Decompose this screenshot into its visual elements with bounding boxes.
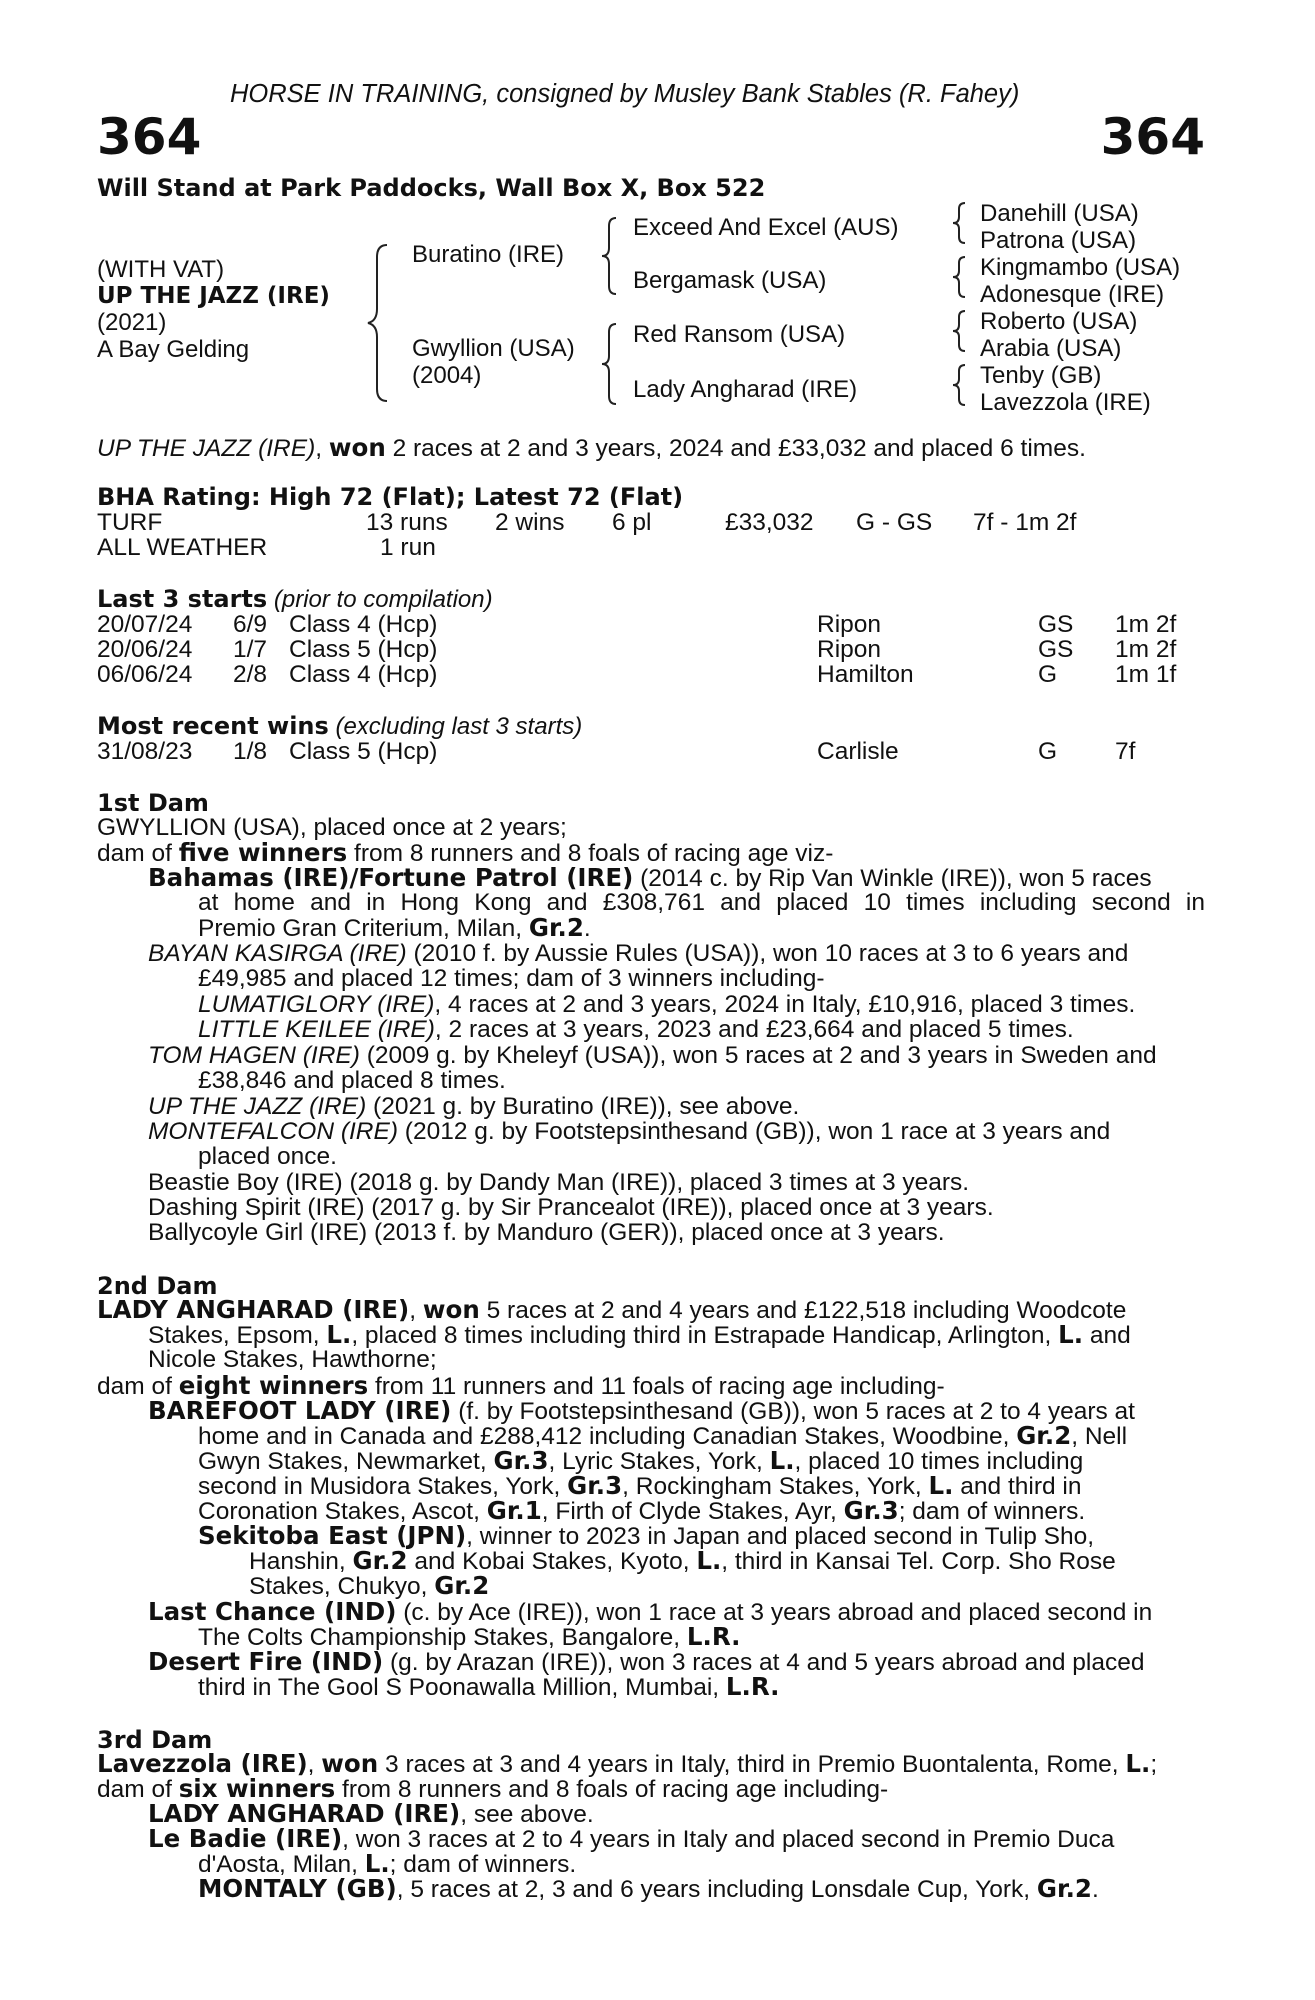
row-course: Ripon: [817, 611, 882, 638]
turf-going: G - GS: [856, 509, 933, 536]
turf-earnings: £33,032: [725, 509, 814, 536]
dam-dam: Lady Angharad (IRE): [633, 376, 858, 403]
lot-number-left: 364: [97, 108, 202, 166]
dam1-beastie-boy: Beastie Boy (IRE) (2018 g. by Dandy Man (IRE)), placed 3 times at 3 years.: [148, 1169, 970, 1196]
last3-title: Last 3 starts: [97, 585, 268, 613]
dam3-produce-line: dam of six winners from 8 runners and 8 foals of racing age including-: [97, 1774, 889, 1803]
row-going: GS: [1038, 611, 1074, 638]
row-pos: 6/9: [233, 611, 268, 638]
turf-runs: 13 runs: [366, 509, 448, 536]
horse-description: A Bay Gelding: [97, 336, 250, 363]
dam2-produce-line: dam of eight winners from 11 runners and 11 foals of racing age including-: [97, 1371, 945, 1400]
gen3-7: Tenby (GB): [980, 362, 1102, 389]
dam1-ballycoyle-girl: Ballycoyle Girl (IRE) (2013 f. by Manduro (GER)), placed once at 3 years.: [148, 1219, 945, 1246]
row-course: Ripon: [817, 636, 882, 663]
recent-note: (excluding last 3 starts): [328, 713, 583, 740]
sire: Buratino (IRE): [412, 241, 565, 268]
dam1-line-2: dam of five winners from 8 runners and 8 foals of racing age viz-: [97, 838, 834, 867]
row-distance: 1m 2f: [1115, 636, 1177, 663]
stand-line: Will Stand at Park Paddocks, Wall Box X, Box 522: [97, 174, 766, 202]
dam: Gwyllion (USA): [412, 335, 575, 362]
row-pos: 2/8: [233, 661, 268, 688]
aw-label: ALL WEATHER: [97, 534, 268, 561]
row-class: Class 5 (Hcp): [289, 636, 438, 663]
horse-name: UP THE JAZZ (IRE): [97, 283, 330, 309]
summary-won: won: [328, 433, 386, 462]
race-summary: UP THE JAZZ (IRE), won 2 races at 2 and 3 years, 2024 and £33,032 and placed 6 times.: [97, 433, 1086, 462]
recent-heading: [97, 712, 582, 741]
gen3-4: Adonesque (IRE): [980, 281, 1165, 308]
aw-runs: 1 run: [380, 534, 436, 561]
dam3-montaly: MONTALY (GB), 5 races at 2, 3 and 6 years including Lonsdale Cup, York, Gr.2.: [198, 1874, 1099, 1903]
row-pos: 1/7: [233, 636, 268, 663]
sire-dam: Bergamask (USA): [633, 267, 827, 294]
summary-text: 2 races at 2 and 3 years, 2024 and £33,032 and placed 6 times.: [385, 435, 1086, 462]
gen3-5: Roberto (USA): [980, 308, 1138, 335]
row-going: G: [1038, 738, 1058, 765]
dam3-title: 3rd Dam: [97, 1726, 213, 1754]
dam-sire: Red Ransom (USA): [633, 321, 846, 348]
dam1-dashing-spirit: Dashing Spirit (IRE) (2017 g. by Sir Prancealot (IRE)), placed once at 3 years.: [148, 1194, 994, 1221]
row-distance: 1m 1f: [1115, 661, 1177, 688]
row-going: G: [1038, 661, 1058, 688]
row-date: 31/08/23: [97, 738, 193, 765]
consignor-line: HORSE IN TRAINING, consigned by Musley Bank Stables (R. Fahey): [230, 80, 1020, 108]
gen3-6: Arabia (USA): [980, 335, 1122, 362]
recent-title: Most recent wins: [97, 712, 329, 740]
dam1-line-1: GWYLLION (USA), placed once at 2 years;: [97, 814, 567, 841]
dam3-lavezzola: Lavezzola (IRE), won 3 races at 3 and 4 years in Italy, third in Premio Buontalenta, Rome, L.;: [97, 1749, 1158, 1778]
dam3-lady-angharad: LADY ANGHARAD (IRE), see above.: [148, 1799, 594, 1828]
gen3-8: Lavezzola (IRE): [980, 389, 1151, 416]
turf-label: TURF: [97, 509, 163, 536]
row-going: GS: [1038, 636, 1074, 663]
summary-name: UP THE JAZZ (IRE): [97, 435, 316, 462]
gen3-1: Danehill (USA): [980, 200, 1139, 227]
row-class: Class 5 (Hcp): [289, 738, 438, 765]
dam-year: (2004): [412, 362, 482, 389]
row-date: 20/07/24: [97, 611, 193, 638]
bha-rating-title: BHA Rating: High 72 (Flat); Latest 72 (Flat): [97, 483, 684, 511]
row-class: Class 4 (Hcp): [289, 611, 438, 638]
gen3-3: Kingmambo (USA): [980, 254, 1181, 281]
dam2-title: 2nd Dam: [97, 1272, 218, 1300]
main-brace: [365, 243, 395, 403]
row-pos: 1/8: [233, 738, 268, 765]
foaling-year: (2021): [97, 309, 167, 336]
row-distance: 1m 2f: [1115, 611, 1177, 638]
row-date: 06/06/24: [97, 661, 193, 688]
sire-brace: [600, 216, 620, 296]
turf-distance: 7f - 1m 2f: [973, 509, 1077, 536]
row-class: Class 4 (Hcp): [289, 661, 438, 688]
vat-note: (WITH VAT): [97, 256, 225, 283]
row-course: Hamilton: [817, 661, 914, 688]
row-course: Carlisle: [817, 738, 899, 765]
sire-sire: Exceed And Excel (AUS): [633, 214, 899, 241]
row-distance: 7f: [1115, 738, 1136, 765]
lot-number-right: 364: [1100, 108, 1205, 166]
turf-placed: 6 pl: [612, 509, 652, 536]
grandparents-braces: [951, 201, 969, 421]
row-date: 20/06/24: [97, 636, 193, 663]
dam-brace: [600, 322, 620, 406]
last3-note: (prior to compilation): [267, 586, 493, 613]
last3-heading: [97, 585, 493, 614]
dam1-title: 1st Dam: [97, 789, 209, 817]
gen3-2: Patrona (USA): [980, 227, 1137, 254]
turf-wins: 2 wins: [495, 509, 565, 536]
dam1-up-the-jazz: UP THE JAZZ (IRE) (2021 g. by Buratino (IRE)), see above.: [148, 1093, 800, 1120]
